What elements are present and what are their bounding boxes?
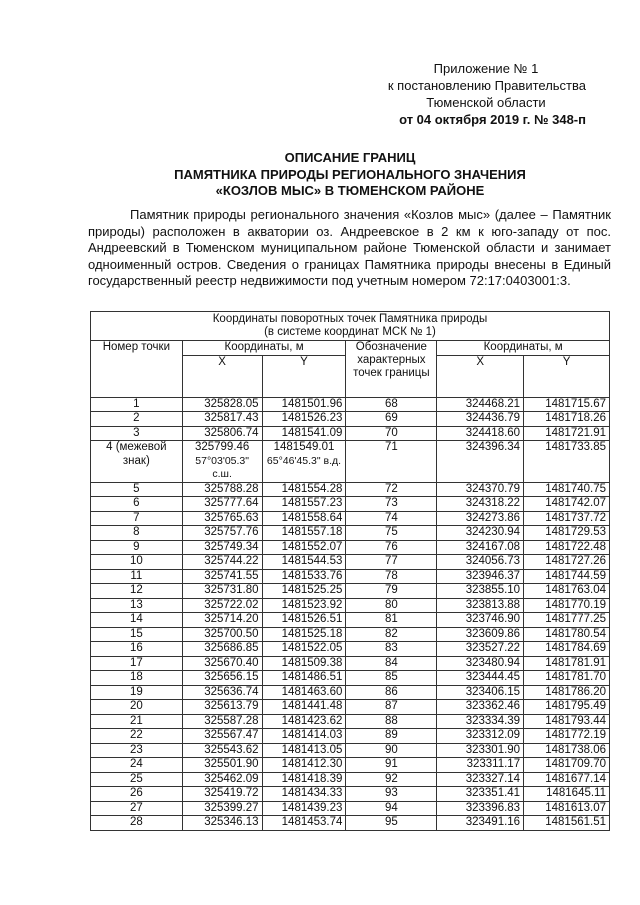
designation-cell: 75	[346, 526, 437, 541]
y-cell: 1481501.96	[262, 397, 346, 412]
y2-cell: 1481777.25	[524, 613, 610, 628]
table-row	[91, 787, 610, 802]
y-cell: 1481525.18	[262, 627, 346, 642]
table-caption	[91, 312, 610, 341]
designation-cell: 78	[346, 569, 437, 584]
x-cell: 325501.90	[182, 758, 262, 773]
x-cell	[182, 441, 262, 483]
x-cell: 325419.72	[182, 787, 262, 802]
table-row	[91, 801, 610, 816]
y-cell: 1481414.03	[262, 729, 346, 744]
table-row-special	[91, 441, 610, 483]
coordinates-table	[90, 311, 610, 831]
x2-cell: 323312.09	[437, 729, 524, 744]
x2-cell: 323362.46	[437, 700, 524, 715]
point-number-cell: 3	[91, 426, 183, 441]
y-cell: 1481525.25	[262, 584, 346, 599]
y-cell: 1481544.53	[262, 555, 346, 570]
appendix-date: от 04 октября 2019 г. № 348-п	[399, 112, 586, 127]
x2-cell	[437, 441, 524, 483]
designation-cell: 82	[346, 627, 437, 642]
x-cell: 325587.28	[182, 714, 262, 729]
designation-cell: 72	[346, 482, 437, 497]
point-number-cell: 23	[91, 743, 183, 758]
y-cell: 1481523.92	[262, 598, 346, 613]
table-caption-line-2: (в системе координат МСК № 1)	[264, 326, 436, 338]
y2-cell: 1481781.70	[524, 671, 610, 686]
designation-cell: 86	[346, 685, 437, 700]
designation-cell: 90	[346, 743, 437, 758]
point-number-cell: 13	[91, 598, 183, 613]
point-number-cell: 8	[91, 526, 183, 541]
table-row	[91, 627, 610, 642]
x-cell: 325670.40	[182, 656, 262, 671]
x2-cell: 323327.14	[437, 772, 524, 787]
table-row	[91, 397, 610, 412]
point-number-cell: 12	[91, 584, 183, 599]
y-cell: 1481453.74	[262, 816, 346, 831]
y-cell: 1481412.30	[262, 758, 346, 773]
header-y: Y	[262, 355, 346, 397]
y2-cell: 1481781.91	[524, 656, 610, 671]
designation-cell: 88	[346, 714, 437, 729]
y2-cell: 1481729.53	[524, 526, 610, 541]
y-cell: 1481486.51	[262, 671, 346, 686]
table-row	[91, 555, 610, 570]
point-number-cell-value: 4 (межевой знак)	[106, 441, 167, 467]
designation-cell: 95	[346, 816, 437, 831]
point-number-cell: 26	[91, 787, 183, 802]
title-line-2: ПАМЯТНИКА ПРИРОДЫ РЕГИОНАЛЬНОГО ЗНАЧЕНИЯ	[174, 166, 526, 182]
y2-cell: 1481786.20	[524, 685, 610, 700]
point-number-cell: 5	[91, 482, 183, 497]
designation-cell: 84	[346, 656, 437, 671]
y2-cell: 1481770.19	[524, 598, 610, 613]
y2-cell: 1481744.59	[524, 569, 610, 584]
table-row	[91, 482, 610, 497]
y2-cell: 1481793.44	[524, 714, 610, 729]
point-number-cell: 16	[91, 642, 183, 657]
y2-cell: 1481780.54	[524, 627, 610, 642]
designation-cell-value: 71	[384, 441, 398, 453]
x2-cell: 323480.94	[437, 656, 524, 671]
x2-cell: 323946.37	[437, 569, 524, 584]
header-x-2: X	[437, 355, 524, 397]
x-cell: 325613.79	[182, 700, 262, 715]
point-number-cell: 7	[91, 511, 183, 526]
table-row	[91, 540, 610, 555]
table-row	[91, 758, 610, 773]
point-number-cell: 14	[91, 613, 183, 628]
x2-cell: 323609.86	[437, 627, 524, 642]
table-row	[91, 772, 610, 787]
point-number-cell: 28	[91, 816, 183, 831]
x-cell: 325399.27	[182, 801, 262, 816]
y2-cell-value: 1481733.85	[545, 441, 606, 453]
table-row	[91, 569, 610, 584]
x-cell: 325567.47	[182, 729, 262, 744]
x2-cell: 324418.60	[437, 426, 524, 441]
x2-cell: 323444.45	[437, 671, 524, 686]
designation-cell: 70	[346, 426, 437, 441]
designation-cell: 81	[346, 613, 437, 628]
table-row	[91, 743, 610, 758]
point-number-cell: 25	[91, 772, 183, 787]
point-number-cell: 22	[91, 729, 183, 744]
point-number-cell: 21	[91, 714, 183, 729]
appendix-reference: к постановлению Правительства	[387, 78, 586, 93]
x2-cell: 324230.94	[437, 526, 524, 541]
y2-cell: 1481715.67	[524, 397, 610, 412]
table-row	[91, 511, 610, 526]
table-row	[91, 700, 610, 715]
table-row	[91, 426, 610, 441]
designation-cell: 87	[346, 700, 437, 715]
x2-cell: 323746.90	[437, 613, 524, 628]
y-cell: 1481463.60	[262, 685, 346, 700]
designation-cell: 79	[346, 584, 437, 599]
y-cell: 1481423.62	[262, 714, 346, 729]
point-number-cell: 18	[91, 671, 183, 686]
x2-cell: 323334.39	[437, 714, 524, 729]
y-cell: 1481554.28	[262, 482, 346, 497]
point-number-cell: 2	[91, 412, 183, 427]
x-cell: 325741.55	[182, 569, 262, 584]
y2-cell: 1481772.19	[524, 729, 610, 744]
y-cell: 1481439.23	[262, 801, 346, 816]
x-cell: 325757.76	[182, 526, 262, 541]
x2-cell: 324318.22	[437, 497, 524, 512]
y-cell: 1481526.23	[262, 412, 346, 427]
x-cell: 325828.05	[182, 397, 262, 412]
x2-cell: 324273.86	[437, 511, 524, 526]
y2-cell: 1481795.49	[524, 700, 610, 715]
x2-cell-value: 324396.34	[465, 441, 521, 453]
header-point-number: Номер точки	[91, 341, 183, 398]
designation-cell: 93	[346, 787, 437, 802]
header-coordinates: Координаты, м	[182, 341, 346, 356]
x-cell: 325744.22	[182, 555, 262, 570]
designation-cell: 73	[346, 497, 437, 512]
y2-cell: 1481722.48	[524, 540, 610, 555]
designation-cell: 69	[346, 412, 437, 427]
point-number-cell: 9	[91, 540, 183, 555]
point-number-cell: 19	[91, 685, 183, 700]
designation-cell: 77	[346, 555, 437, 570]
x-cell: 325714.20	[182, 613, 262, 628]
x-cell: 325700.50	[182, 627, 262, 642]
x-cell: 325346.13	[182, 816, 262, 831]
x-cell: 325656.15	[182, 671, 262, 686]
point-number-cell	[91, 441, 183, 483]
x2-cell: 323351.41	[437, 787, 524, 802]
x-cell: 325777.64	[182, 497, 262, 512]
table-row	[91, 584, 610, 599]
point-number-cell: 24	[91, 758, 183, 773]
designation-cell: 74	[346, 511, 437, 526]
y2-cell: 1481709.70	[524, 758, 610, 773]
point-number-cell: 27	[91, 801, 183, 816]
intro-paragraph: Памятник природы регионального значения «Козлов мыс» (далее – Памятник природы) расположен в акватории оз. Андреевское в 2 км к юго-западу от пос. Андреевский в Тюменском муниципальном районе Тюменской области и занимает одноименный остров. Сведения о границах Памятника природы внесены в Единый государственный реестр недвижимости под учетным номером 72:17:0403001:3.	[88, 207, 611, 288]
appendix-number: Приложение № 1	[433, 61, 539, 76]
y2-cell: 1481561.51	[524, 816, 610, 831]
x2-cell: 324370.79	[437, 482, 524, 497]
point-number-cell: 20	[91, 700, 183, 715]
y-cell: 1481522.05	[262, 642, 346, 657]
designation-cell: 68	[346, 397, 437, 412]
point-number-cell: 17	[91, 656, 183, 671]
header-designation: Обозначение характерных точек границы	[346, 341, 437, 398]
y2-cell: 1481740.75	[524, 482, 610, 497]
x-cell-value: 325799.46	[194, 441, 250, 453]
x-cell: 325806.74	[182, 426, 262, 441]
x-cell-geo: 57°03'05.3" с.ш.	[195, 454, 249, 480]
designation-cell: 80	[346, 598, 437, 613]
table-row	[91, 656, 610, 671]
table-row	[91, 671, 610, 686]
y-cell-value: 1481549.01	[273, 441, 335, 453]
table-row	[91, 714, 610, 729]
y-cell: 1481557.18	[262, 526, 346, 541]
y2-cell: 1481727.26	[524, 555, 610, 570]
y2-cell: 1481721.91	[524, 426, 610, 441]
y-cell: 1481558.64	[262, 511, 346, 526]
y2-cell	[524, 441, 610, 483]
y2-cell: 1481738.06	[524, 743, 610, 758]
x2-cell: 324056.73	[437, 555, 524, 570]
x-cell: 325636.74	[182, 685, 262, 700]
x2-cell: 323855.10	[437, 584, 524, 599]
table-row	[91, 685, 610, 700]
header-y-2: Y	[524, 355, 610, 397]
designation-cell: 76	[346, 540, 437, 555]
y-cell: 1481418.39	[262, 772, 346, 787]
y2-cell: 1481742.07	[524, 497, 610, 512]
designation-cell: 89	[346, 729, 437, 744]
table-row	[91, 497, 610, 512]
x-cell: 325543.62	[182, 743, 262, 758]
table-caption-row	[91, 312, 610, 341]
x-cell: 325765.63	[182, 511, 262, 526]
table-row	[91, 526, 610, 541]
point-number-cell: 11	[91, 569, 183, 584]
y-cell: 1481413.05	[262, 743, 346, 758]
y-cell	[262, 441, 346, 483]
x-cell: 325462.09	[182, 772, 262, 787]
y-cell-geo: 65°46'45.3" в.д.	[266, 454, 342, 467]
designation-cell: 92	[346, 772, 437, 787]
designation-cell	[346, 441, 437, 483]
x2-cell: 323301.90	[437, 743, 524, 758]
table-row	[91, 613, 610, 628]
appendix-header	[326, 60, 586, 128]
y-cell: 1481526.51	[262, 613, 346, 628]
designation-cell: 85	[346, 671, 437, 686]
x-cell: 325686.85	[182, 642, 262, 657]
header-x: X	[182, 355, 262, 397]
x-cell: 325722.02	[182, 598, 262, 613]
designation-cell: 91	[346, 758, 437, 773]
table-row	[91, 598, 610, 613]
y-cell: 1481434.33	[262, 787, 346, 802]
document-title	[90, 150, 610, 200]
table-caption-line-1: Координаты поворотных точек Памятника природы	[212, 312, 488, 325]
y-cell: 1481541.09	[262, 426, 346, 441]
x-cell: 325817.43	[182, 412, 262, 427]
y2-cell: 1481645.11	[524, 787, 610, 802]
table-row	[91, 729, 610, 744]
point-number-cell: 15	[91, 627, 183, 642]
designation-cell: 94	[346, 801, 437, 816]
title-line-1: ОПИСАНИЕ ГРАНИЦ	[284, 150, 416, 165]
x-cell: 325749.34	[182, 540, 262, 555]
y-cell: 1481552.07	[262, 540, 346, 555]
table-row	[91, 412, 610, 427]
x2-cell: 323527.22	[437, 642, 524, 657]
point-number-cell: 10	[91, 555, 183, 570]
x2-cell: 324436.79	[437, 412, 524, 427]
x2-cell: 324167.08	[437, 540, 524, 555]
y2-cell: 1481784.69	[524, 642, 610, 657]
x2-cell: 323813.88	[437, 598, 524, 613]
table-row	[91, 816, 610, 831]
y2-cell: 1481718.26	[524, 412, 610, 427]
x2-cell: 324468.21	[437, 397, 524, 412]
point-number-cell: 6	[91, 497, 183, 512]
y-cell: 1481557.23	[262, 497, 346, 512]
table-row	[91, 642, 610, 657]
y-cell: 1481509.38	[262, 656, 346, 671]
header-coordinates-2: Координаты, м	[437, 341, 610, 356]
x2-cell: 323406.15	[437, 685, 524, 700]
y-cell: 1481441.48	[262, 700, 346, 715]
title-line-3: «КОЗЛОВ МЫС» В ТЮМЕНСКОМ РАЙОНЕ	[215, 183, 485, 198]
x-cell: 325731.80	[182, 584, 262, 599]
point-number-cell: 1	[91, 397, 183, 412]
designation-cell: 83	[346, 642, 437, 657]
x2-cell: 323311.17	[437, 758, 524, 773]
x2-cell: 323396.83	[437, 801, 524, 816]
appendix-region: Тюменской области	[426, 95, 546, 110]
y2-cell: 1481763.04	[524, 584, 610, 599]
y2-cell: 1481737.72	[524, 511, 610, 526]
y2-cell: 1481613.07	[524, 801, 610, 816]
y2-cell: 1481677.14	[524, 772, 610, 787]
table-header-row	[91, 341, 610, 356]
x2-cell: 323491.16	[437, 816, 524, 831]
y-cell: 1481533.76	[262, 569, 346, 584]
x-cell: 325788.28	[182, 482, 262, 497]
